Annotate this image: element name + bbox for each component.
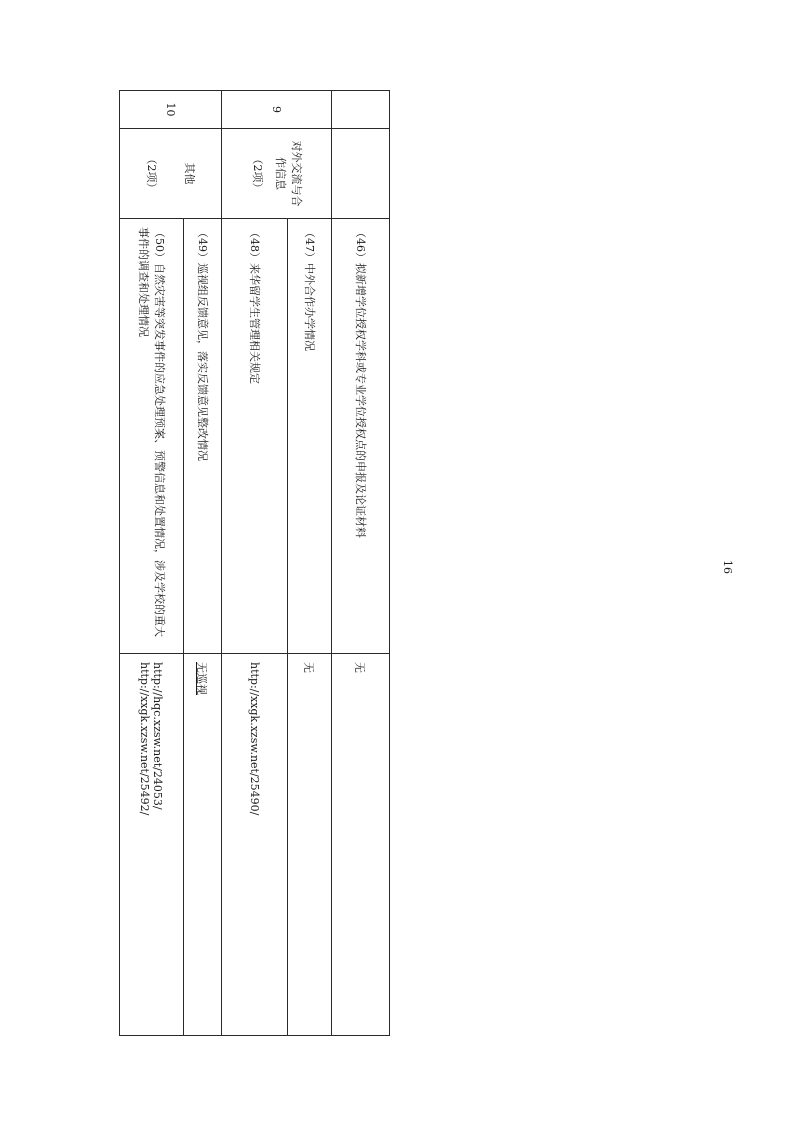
row-link-cell (288, 654, 332, 1036)
row-item: （47）中外合作办学情况 (288, 219, 332, 654)
row-item: （50）自然灾害等突发事件的应急处理预案、预警信息和处置情况，涉及学校的重大事件的调查和处理情况 (120, 219, 184, 654)
table-row (288, 91, 332, 1036)
row-category: 其他 （2项） (120, 129, 222, 219)
page-number: 16 (721, 560, 734, 574)
row-link: 无巡视 (195, 662, 209, 695)
row-link[interactable]: http://hqc.xzsw.net/24053/ (151, 662, 165, 810)
row-category (332, 129, 390, 219)
row-index: 9 (222, 91, 332, 129)
row-item: （46）拟新增学位授权学科或专业学位授权点的申报及论证材料 (332, 219, 390, 654)
row-item: （48）来华留学生管理相关规定 (222, 219, 288, 654)
table-row (332, 91, 390, 1036)
rotated-table-container (120, 90, 390, 1035)
disclosure-table (119, 90, 390, 1036)
table-row (120, 91, 184, 1036)
row-item: （49）巡视组反馈意见，落实反馈意见整改情况 (184, 219, 222, 654)
row-link-cell (332, 654, 390, 1036)
row-link-cell (222, 654, 288, 1036)
table-row (184, 91, 222, 1036)
row-link[interactable]: http://xxgk.xzsw.net/25490/ (248, 662, 261, 816)
row-index: 10 (120, 91, 222, 129)
row-link: 无 (302, 662, 316, 673)
row-link-cell (184, 654, 222, 1036)
row-index (332, 91, 390, 129)
row-category: 对外交流与合作信息 （2项） (222, 129, 332, 219)
rotated-table-stage (120, 90, 390, 1035)
row-link-cell (120, 654, 184, 1036)
row-link: 无 (353, 662, 367, 673)
table-row (222, 91, 288, 1036)
row-link[interactable]: http://xxgk.xzsw.net/25492/ (138, 662, 152, 816)
